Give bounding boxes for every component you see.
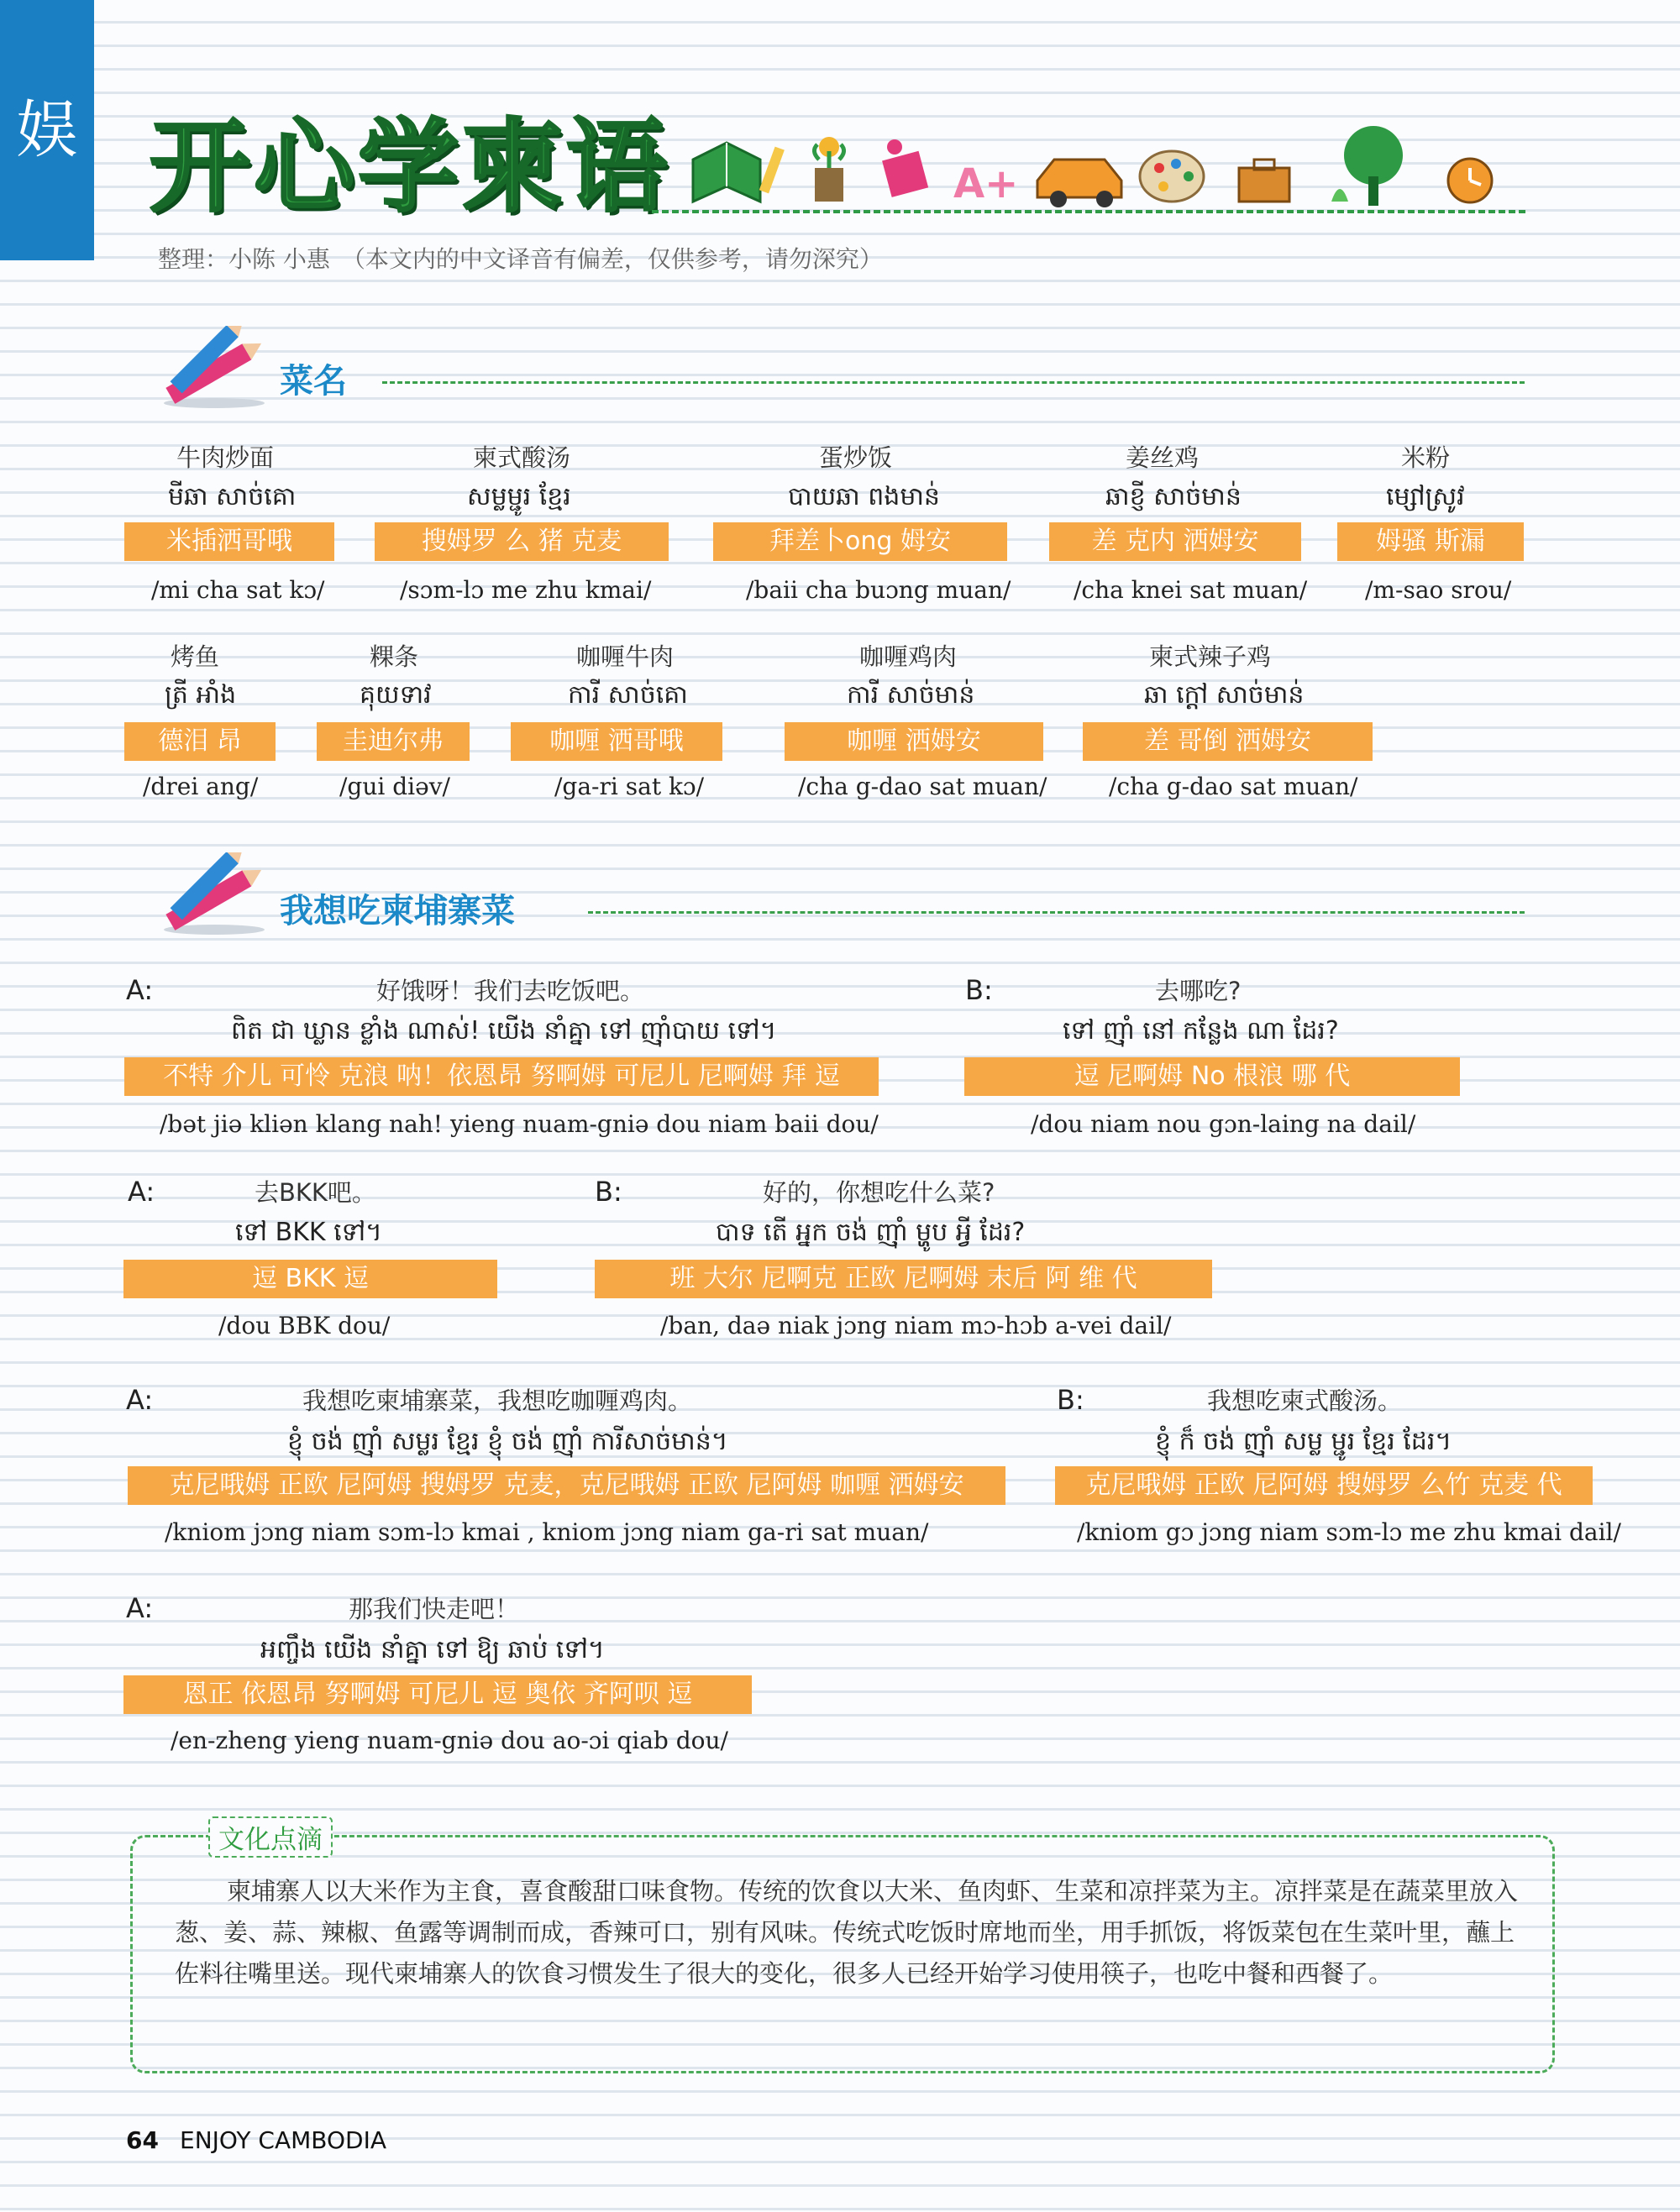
dish-phonetic: /sɔm-lɔ me zhu kmai/ [400, 576, 652, 604]
dialog-phonetic: /dou BBK dou/ [218, 1312, 391, 1339]
speaker-label: A: [128, 1176, 155, 1208]
dialog-sound: 克尼哦姆 正欧 尼阿姆 搜姆罗 克麦，克尼哦姆 正欧 尼阿姆 咖喱 洒姆安 [128, 1466, 1005, 1505]
dialog-cn: 我想吃柬埔寨菜，我想吃咖喱鸡肉。 [302, 1386, 693, 1415]
dialog-sound: 克尼哦姆 正欧 尼阿姆 搜姆罗 么竹 克麦 代 [1055, 1466, 1593, 1505]
dish-sound: 咖喱 洒哥哦 [511, 722, 722, 761]
potted-plant-icon [814, 137, 843, 202]
speaker-label: B: [965, 974, 993, 1006]
pencil-icon [759, 147, 785, 194]
dialog-km: ខ្ញុំ ចង់ ញ៉ាំ សម្លរ ខ្មែរ ខ្ញុំ ចង់ ញ៉ាំ ការីសាច់មាន់។ [287, 1427, 728, 1456]
dialog-sound: 不特 介儿 可怜 克浪 呐！依恩昂 努啊姆 可尼儿 尼啊姆 拜 逗 [124, 1057, 879, 1096]
dialog-sound: 逗 BKK 逗 [123, 1260, 497, 1298]
dialog-cn: 去哪吃? [1155, 977, 1242, 1005]
dish-cn: 粿条 [370, 642, 419, 671]
speaker-label: B: [1057, 1384, 1084, 1416]
gift-icon [882, 139, 928, 197]
dish-km: ត្រី អាំង [165, 680, 237, 710]
dish-sound: 差 哥倒 洒姆安 [1083, 722, 1373, 761]
pencils-icon [147, 852, 273, 936]
decorative-icon-strip [685, 118, 1525, 218]
credits-line: 整理：小陈 小惠 （本文内的中文译音有偏差，仅供参考，请勿深究） [158, 245, 883, 273]
dialog-cn: 去BKK吧。 [255, 1178, 376, 1207]
culture-text: 柬埔寨人以大米作为主食，喜食酸甜口味食物。传统的饮食以大米、鱼肉虾、生菜和凉拌菜为主。凉拌菜是在蔬菜里放入葱、姜、蒜、辣椒、鱼露等调制而成，香辣可口，别有风味。传统式吃饭时席地而坐，用手抓饭，将饭菜包在生菜叶里，蘸上佐料往嘴里送。现代柬埔寨人的饮食习惯发生了很大的变化，很多人已经开始学习使用筷子，也吃中餐和西餐了。 [175, 1877, 1519, 1988]
section-tab-char: 娱 [16, 94, 78, 166]
dialog-km: ទៅ BKK ទៅ។ [235, 1218, 382, 1247]
paint-palette-icon [1140, 151, 1204, 202]
dialog-sound: 逗 尼啊姆 No 根浪 哪 代 [964, 1057, 1460, 1096]
speaker-label: B: [595, 1176, 622, 1208]
dish-cn: 柬式酸汤 [473, 443, 571, 472]
dialog-cn: 我想吃柬式酸汤。 [1207, 1386, 1403, 1415]
dish-phonetic: /drei ang/ [143, 773, 259, 800]
dish-sound: 圭迪尔弗 [317, 722, 470, 761]
dish-cn: 蛋炒饭 [819, 443, 893, 472]
dialog-cn: 那我们快走吧！ [349, 1595, 520, 1623]
section-title-dialog: 我想吃柬埔寨菜 [280, 892, 515, 930]
section-divider [588, 911, 1525, 914]
section-divider [382, 381, 1525, 384]
alarm-clock-icon [1448, 159, 1492, 202]
dialog-km: អញ្ចឹង យើង នាំគ្នា ទៅ ឱ្យ ឆាប់ ទៅ។ [260, 1635, 605, 1664]
dish-sound: 拜差卜ong 姆安 [713, 522, 1007, 561]
speaker-label: A: [126, 1384, 154, 1416]
dialog-sound: 班 大尔 尼啊克 正欧 尼啊姆 末后 阿 维 代 [595, 1260, 1212, 1298]
dish-cn: 咖喱牛肉 [576, 642, 675, 671]
dialog-cn: 好饿呀！我们去吃饭吧。 [376, 977, 645, 1005]
dialog-phonetic: /en-zheng yieng nuam-gniə dou ao-ɔi qiab dou/ [171, 1727, 728, 1754]
dish-cn: 柬式辣子鸡 [1149, 642, 1272, 671]
dish-km: បាយឆា ពងមាន់ [788, 482, 940, 511]
dialog-km: បាទ តើ អ្នក ចង់ ញ៉ាំ ម្ហូប អ្វី ដែរ? [716, 1218, 1026, 1247]
dish-cn: 咖喱鸡肉 [859, 642, 958, 671]
dish-km: ម្សៅស្រូវ [1386, 482, 1465, 511]
dish-phonetic: /cha knei sat muan/ [1074, 576, 1308, 604]
briefcase-icon [1239, 160, 1289, 202]
dish-km: ការី សាច់គោ [568, 680, 688, 710]
dish-km: សម្លម្ជូរ ខ្មែរ [467, 482, 571, 511]
dialog-phonetic: /kniom jɔng niam sɔm-lɔ kmai , kniom jɔng niam ga-ri sat muan/ [165, 1518, 929, 1546]
dish-sound: 德泪 昂 [124, 722, 276, 761]
section-title-dish-names: 菜名 [280, 362, 347, 401]
dish-cn: 牛肉炒面 [176, 443, 275, 472]
dialog-sound: 恩正 依恩昂 努啊姆 可尼儿 逗 奥依 齐阿呗 逗 [123, 1675, 752, 1714]
dish-sound: 米插洒哥哦 [124, 522, 334, 561]
dish-km: ឆា ក្តៅ សាច់មាន់ [1144, 680, 1305, 710]
page-number: 64 [126, 2126, 159, 2154]
culture-label: 文化点滴 [208, 1816, 333, 1858]
dish-phonetic: /cha g-dao sat muan/ [798, 773, 1047, 800]
dish-cn: 姜丝鸡 [1126, 443, 1200, 472]
dish-phonetic: /cha g-dao sat muan/ [1109, 773, 1358, 800]
dish-phonetic: /baii cha buɔng muan/ [746, 576, 1011, 604]
dish-cn: 烤鱼 [171, 642, 220, 671]
dish-phonetic: /ga-ri sat kɔ/ [554, 773, 705, 800]
dialog-cn: 好的，你想吃什么菜? [763, 1178, 995, 1207]
page-title: 开心学柬语 [150, 109, 670, 226]
dish-cn: 米粉 [1401, 443, 1451, 472]
speaker-label: A: [126, 974, 154, 1006]
dish-km: គុយទាវ [360, 680, 432, 710]
dialog-phonetic: /dou niam nou gɔn-laing na dail/ [1031, 1110, 1416, 1138]
dish-km: មីឆា សាច់គោ [168, 482, 297, 511]
dish-sound: 姆骚 斯漏 [1337, 522, 1524, 561]
book-icon [693, 143, 760, 202]
dish-km: ការី សាច់មាន់ [847, 680, 975, 710]
pencils-icon [147, 326, 273, 410]
magazine-brand: ENJOY CAMBODIA [180, 2126, 386, 2154]
dish-phonetic: /gui diəv/ [339, 773, 450, 800]
section-tab [0, 0, 94, 260]
dialog-phonetic: /kniom gɔ jɔng niam sɔm-lɔ me zhu kmai dail/ [1077, 1518, 1621, 1546]
dish-km: ឆាខ្ញី សាច់មាន់ [1105, 482, 1242, 511]
dialog-km: ពិត ជា ឃ្លាន ខ្លាំង ណាស់! យើង នាំគ្នា ទៅ ញ៉ាំបាយ ទៅ។ [231, 1016, 777, 1046]
car-icon [1037, 160, 1121, 207]
dialog-km: ទៅ ញ៉ាំ នៅ កន្លែង ណា ដែរ? [1063, 1016, 1339, 1046]
svg-text:A+: A+ [953, 160, 1019, 207]
dish-phonetic: /m-sao srou/ [1365, 576, 1512, 604]
tree-icon [1331, 126, 1403, 206]
dialog-phonetic: /ban, daə niak jɔng niam mɔ-hɔb a-vei dail/ [660, 1312, 1172, 1339]
dish-phonetic: /mi cha sat kɔ/ [151, 576, 325, 604]
dish-sound: 差 克内 洒姆安 [1049, 522, 1301, 561]
dish-sound: 咖喱 洒姆安 [785, 722, 1043, 761]
title-underline [652, 210, 1525, 213]
dialog-km: ខ្ញុំ ក៏ ចង់ ញ៉ាំ សម្ល ម្ជូរ ខ្មែរ ដែរ។ [1155, 1427, 1452, 1456]
speaker-label: A: [126, 1592, 154, 1624]
dish-sound: 搜姆罗 么 猪 克麦 [375, 522, 669, 561]
grade-a-plus-icon [953, 160, 1018, 207]
dialog-phonetic: /bət jiə kliən klang nah! yieng nuam-gniə dou niam baii dou/ [160, 1110, 879, 1138]
